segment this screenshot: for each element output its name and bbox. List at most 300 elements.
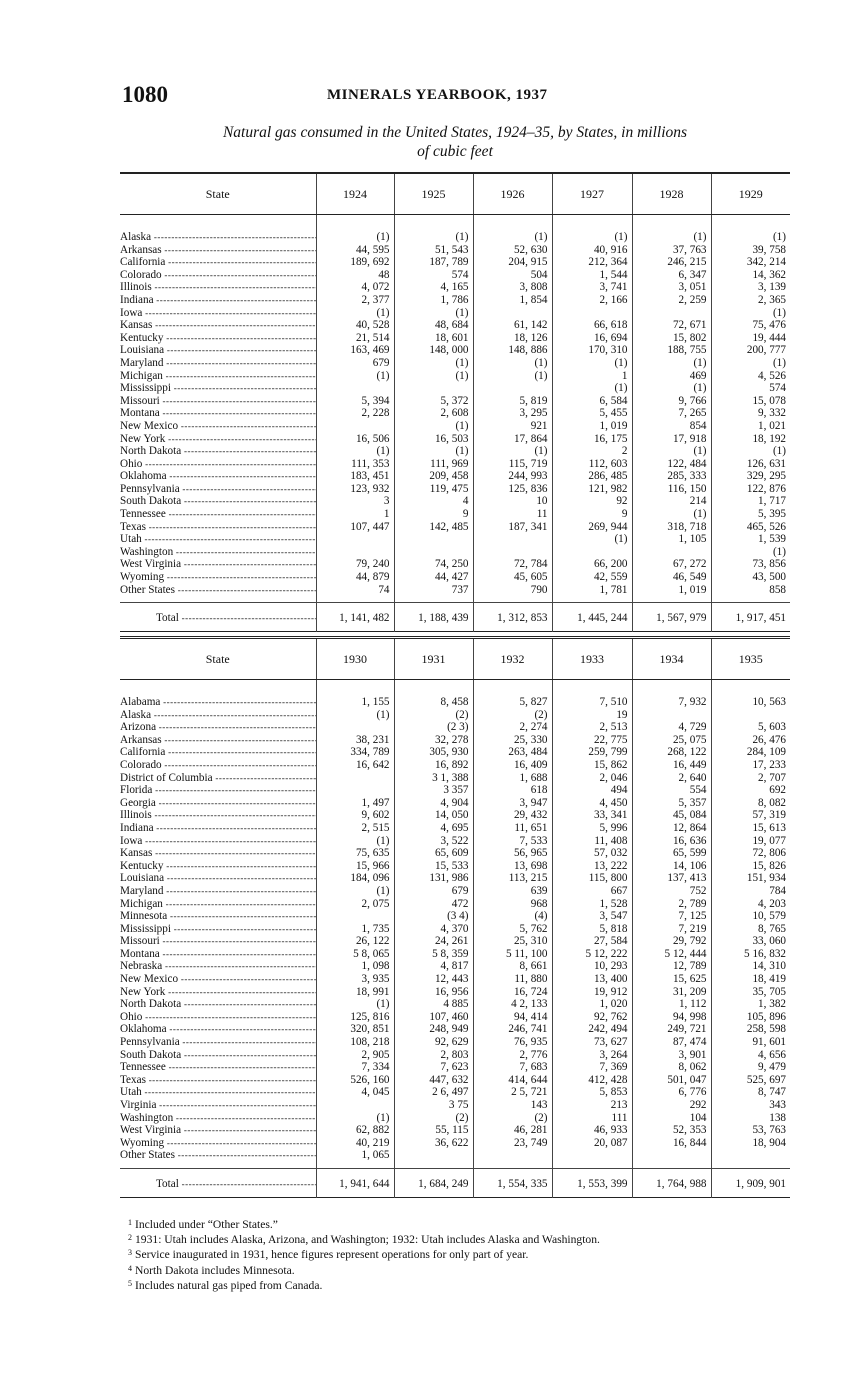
value-cell: 200, 777 bbox=[711, 344, 790, 357]
value-cell: 94, 998 bbox=[632, 1011, 711, 1024]
value-cell: (2) bbox=[394, 1112, 473, 1125]
value-cell: 51, 543 bbox=[394, 244, 473, 257]
value-cell: 4 885 bbox=[394, 998, 473, 1011]
value-cell: 15, 966 bbox=[316, 860, 394, 873]
total-value-cell: 1, 917, 451 bbox=[711, 603, 790, 632]
value-cell: 15, 862 bbox=[552, 759, 632, 772]
value-cell: 1, 688 bbox=[473, 772, 552, 785]
value-cell: 151, 934 bbox=[711, 872, 790, 885]
value-cell: 858 bbox=[711, 584, 790, 603]
value-cell: 12, 864 bbox=[632, 822, 711, 835]
value-cell: 87, 474 bbox=[632, 1036, 711, 1049]
value-cell: 72, 806 bbox=[711, 847, 790, 860]
value-cell: 343 bbox=[711, 1099, 790, 1112]
value-cell: 13, 222 bbox=[552, 860, 632, 873]
value-cell: (1) bbox=[632, 445, 711, 458]
value-cell: 4, 656 bbox=[711, 1049, 790, 1062]
value-cell: 447, 632 bbox=[394, 1074, 473, 1087]
value-cell: 2, 905 bbox=[316, 1049, 394, 1062]
value-cell: 62, 882 bbox=[316, 1124, 394, 1137]
value-cell: 5, 372 bbox=[394, 395, 473, 408]
value-cell: 268, 122 bbox=[632, 746, 711, 759]
value-cell: 74, 250 bbox=[394, 558, 473, 571]
value-cell: 554 bbox=[632, 784, 711, 797]
value-cell bbox=[394, 1149, 473, 1168]
value-cell: 1, 786 bbox=[394, 294, 473, 307]
value-cell: 9 bbox=[552, 508, 632, 521]
value-cell: 1, 065 bbox=[316, 1149, 394, 1168]
value-cell: 7, 510 bbox=[552, 680, 632, 709]
value-cell: 14, 310 bbox=[711, 960, 790, 973]
table-row bbox=[120, 420, 790, 433]
value-cell: 16, 175 bbox=[552, 433, 632, 446]
state-name-cell: Alaska ----- bbox=[120, 215, 316, 244]
footnote-mark: 4 bbox=[128, 1263, 132, 1273]
value-cell: (1) bbox=[394, 445, 473, 458]
value-cell: 5, 455 bbox=[552, 407, 632, 420]
value-cell: 7, 125 bbox=[632, 910, 711, 923]
total-value-cell: 1, 567, 979 bbox=[632, 603, 711, 632]
value-cell: 2, 776 bbox=[473, 1049, 552, 1062]
footnote-mark: 3 bbox=[128, 1248, 132, 1258]
value-cell bbox=[711, 709, 790, 722]
value-cell: 43, 500 bbox=[711, 571, 790, 584]
value-cell: 65, 599 bbox=[632, 847, 711, 860]
value-cell: 76, 935 bbox=[473, 1036, 552, 1049]
value-cell: 320, 851 bbox=[316, 1023, 394, 1036]
table-row bbox=[120, 1137, 790, 1150]
value-cell: 115, 800 bbox=[552, 872, 632, 885]
total-label: Total ----- bbox=[120, 1168, 316, 1197]
value-cell: 16, 694 bbox=[552, 332, 632, 345]
value-cell: 121, 982 bbox=[552, 483, 632, 496]
value-cell: 119, 475 bbox=[394, 483, 473, 496]
footnote-mark: 1 bbox=[128, 1218, 132, 1227]
value-cell: 7, 932 bbox=[632, 680, 711, 709]
table-row bbox=[120, 973, 790, 986]
value-cell bbox=[394, 546, 473, 559]
state-name-cell: Nebraska ----- bbox=[120, 960, 316, 973]
value-cell: (1) bbox=[632, 382, 711, 395]
state-name-cell: California ----- bbox=[120, 746, 316, 759]
table-row bbox=[120, 433, 790, 446]
value-cell: 91, 601 bbox=[711, 1036, 790, 1049]
value-cell: 2, 046 bbox=[552, 772, 632, 785]
table-row bbox=[120, 960, 790, 973]
table-row bbox=[120, 746, 790, 759]
value-cell: 8, 661 bbox=[473, 960, 552, 973]
value-cell: 33, 341 bbox=[552, 809, 632, 822]
value-cell: 148, 000 bbox=[394, 344, 473, 357]
value-cell: 18, 601 bbox=[394, 332, 473, 345]
state-name-cell: West Virginia ----- bbox=[120, 558, 316, 571]
state-name-cell: Arizona ----- bbox=[120, 721, 316, 734]
value-cell: 107, 460 bbox=[394, 1011, 473, 1024]
state-name-cell: West Virginia ----- bbox=[120, 1124, 316, 1137]
value-cell: (1) bbox=[473, 445, 552, 458]
column-header-year: 1930 bbox=[316, 638, 394, 680]
value-cell: 92, 762 bbox=[552, 1011, 632, 1024]
value-cell bbox=[394, 382, 473, 395]
table-row bbox=[120, 1061, 790, 1074]
column-header-year: 1934 bbox=[632, 638, 711, 680]
column-header-state: State bbox=[120, 638, 316, 680]
value-cell: 1, 781 bbox=[552, 584, 632, 603]
value-cell: 105, 896 bbox=[711, 1011, 790, 1024]
value-cell: (1) bbox=[316, 709, 394, 722]
state-name-cell: Pennsylvania ----- bbox=[120, 1036, 316, 1049]
value-cell: 5, 819 bbox=[473, 395, 552, 408]
value-cell bbox=[473, 546, 552, 559]
value-cell: 12, 443 bbox=[394, 973, 473, 986]
table-row bbox=[120, 215, 790, 244]
state-name-cell: Montana ----- bbox=[120, 948, 316, 961]
value-cell: 123, 932 bbox=[316, 483, 394, 496]
value-cell: 10, 563 bbox=[711, 680, 790, 709]
value-cell: 3 357 bbox=[394, 784, 473, 797]
value-cell: 7, 623 bbox=[394, 1061, 473, 1074]
footnote-text: North Dakota includes Minnesota. bbox=[135, 1263, 295, 1277]
state-name-cell: Louisiana ----- bbox=[120, 872, 316, 885]
value-cell: 3 bbox=[316, 495, 394, 508]
state-name-cell: Tennessee ----- bbox=[120, 1061, 316, 1074]
value-cell: 15, 802 bbox=[632, 332, 711, 345]
value-cell: 5 8, 359 bbox=[394, 948, 473, 961]
value-cell: 1, 155 bbox=[316, 680, 394, 709]
total-value-cell: 1, 554, 335 bbox=[473, 1168, 552, 1197]
value-cell: 334, 789 bbox=[316, 746, 394, 759]
value-cell bbox=[394, 533, 473, 546]
state-name-cell: New Mexico ----- bbox=[120, 973, 316, 986]
column-header-year: 1933 bbox=[552, 638, 632, 680]
value-cell: 137, 413 bbox=[632, 872, 711, 885]
value-cell: 15, 826 bbox=[711, 860, 790, 873]
table-row bbox=[120, 1149, 790, 1168]
value-cell: 143 bbox=[473, 1099, 552, 1112]
value-cell: 107, 447 bbox=[316, 521, 394, 534]
table-row bbox=[120, 1086, 790, 1099]
table-row bbox=[120, 571, 790, 584]
table-row bbox=[120, 395, 790, 408]
value-cell: 16, 503 bbox=[394, 433, 473, 446]
value-cell: 3, 522 bbox=[394, 835, 473, 848]
value-cell: 2, 365 bbox=[711, 294, 790, 307]
value-cell: 679 bbox=[316, 357, 394, 370]
table-row bbox=[120, 948, 790, 961]
table-row bbox=[120, 1124, 790, 1137]
value-cell: (1) bbox=[473, 215, 552, 244]
value-cell: 111, 969 bbox=[394, 458, 473, 471]
table-row bbox=[120, 784, 790, 797]
value-cell: 5, 827 bbox=[473, 680, 552, 709]
value-cell: 6, 584 bbox=[552, 395, 632, 408]
column-header-year: 1927 bbox=[552, 173, 632, 215]
value-cell: 305, 930 bbox=[394, 746, 473, 759]
value-cell: 204, 915 bbox=[473, 256, 552, 269]
table-row bbox=[120, 822, 790, 835]
value-cell: 189, 692 bbox=[316, 256, 394, 269]
value-cell: 52, 353 bbox=[632, 1124, 711, 1137]
value-cell: 639 bbox=[473, 885, 552, 898]
value-cell: 2, 640 bbox=[632, 772, 711, 785]
table-caption bbox=[122, 123, 788, 161]
value-cell: 113, 215 bbox=[473, 872, 552, 885]
value-cell: 67, 272 bbox=[632, 558, 711, 571]
value-cell: (1) bbox=[711, 307, 790, 320]
value-cell: 17, 233 bbox=[711, 759, 790, 772]
value-cell: 504 bbox=[473, 269, 552, 282]
value-cell: (1) bbox=[552, 215, 632, 244]
value-cell: 7, 369 bbox=[552, 1061, 632, 1074]
value-cell: 212, 364 bbox=[552, 256, 632, 269]
value-cell: 11 bbox=[473, 508, 552, 521]
value-cell: 16, 636 bbox=[632, 835, 711, 848]
value-cell: 16, 956 bbox=[394, 986, 473, 999]
value-cell: 14, 362 bbox=[711, 269, 790, 282]
value-cell: 1, 020 bbox=[552, 998, 632, 1011]
value-cell: 74 bbox=[316, 584, 394, 603]
value-cell: 79, 240 bbox=[316, 558, 394, 571]
value-cell: 6, 347 bbox=[632, 269, 711, 282]
value-cell: 16, 506 bbox=[316, 433, 394, 446]
value-cell: 33, 060 bbox=[711, 935, 790, 948]
value-cell: 40, 916 bbox=[552, 244, 632, 257]
state-name-cell: Indiana ----- bbox=[120, 294, 316, 307]
value-cell: (1) bbox=[316, 370, 394, 383]
value-cell: 2, 789 bbox=[632, 898, 711, 911]
value-cell: 465, 526 bbox=[711, 521, 790, 534]
value-cell: 16, 642 bbox=[316, 759, 394, 772]
value-cell: 1, 019 bbox=[552, 420, 632, 433]
table-row bbox=[120, 508, 790, 521]
table-row bbox=[120, 344, 790, 357]
total-value-cell: 1, 445, 244 bbox=[552, 603, 632, 632]
footnote-mark: 5 bbox=[128, 1278, 132, 1288]
total-value-cell: 1, 553, 399 bbox=[552, 1168, 632, 1197]
value-cell: 184, 096 bbox=[316, 872, 394, 885]
table-row bbox=[120, 680, 790, 709]
state-name-cell: Iowa ----- bbox=[120, 835, 316, 848]
table-row bbox=[120, 709, 790, 722]
value-cell: 7, 683 bbox=[473, 1061, 552, 1074]
table-row bbox=[120, 370, 790, 383]
value-cell: 2, 274 bbox=[473, 721, 552, 734]
table-row bbox=[120, 910, 790, 923]
total-value-cell: 1, 141, 482 bbox=[316, 603, 394, 632]
footnote bbox=[128, 1262, 788, 1277]
value-cell: 125, 816 bbox=[316, 1011, 394, 1024]
value-cell bbox=[473, 307, 552, 320]
value-cell: 1, 382 bbox=[711, 998, 790, 1011]
page-number: 1080 bbox=[122, 82, 168, 107]
value-cell: 142, 485 bbox=[394, 521, 473, 534]
value-cell: 7, 265 bbox=[632, 407, 711, 420]
value-cell: (2 3) bbox=[394, 721, 473, 734]
state-name-cell: Wyoming ----- bbox=[120, 1137, 316, 1150]
state-name-cell: New York ----- bbox=[120, 986, 316, 999]
value-cell: 14, 106 bbox=[632, 860, 711, 873]
value-cell: 4, 904 bbox=[394, 797, 473, 810]
value-cell: 29, 432 bbox=[473, 809, 552, 822]
value-cell: (1) bbox=[552, 357, 632, 370]
column-header-year: 1926 bbox=[473, 173, 552, 215]
table-row bbox=[120, 847, 790, 860]
footnote bbox=[128, 1277, 788, 1292]
value-cell: 55, 115 bbox=[394, 1124, 473, 1137]
value-cell: 183, 451 bbox=[316, 470, 394, 483]
value-cell: 45, 605 bbox=[473, 571, 552, 584]
state-name-cell: Kentucky ----- bbox=[120, 860, 316, 873]
state-name-cell: Texas ----- bbox=[120, 521, 316, 534]
state-name-cell: North Dakota ----- bbox=[120, 998, 316, 1011]
value-cell: 4, 729 bbox=[632, 721, 711, 734]
value-cell: 65, 609 bbox=[394, 847, 473, 860]
value-cell bbox=[552, 546, 632, 559]
column-header-year: 1925 bbox=[394, 173, 473, 215]
value-cell: 3, 051 bbox=[632, 281, 711, 294]
value-cell: 44, 879 bbox=[316, 571, 394, 584]
state-name-cell: Pennsylvania ----- bbox=[120, 483, 316, 496]
total-value-cell: 1, 909, 901 bbox=[711, 1168, 790, 1197]
value-cell: 11, 880 bbox=[473, 973, 552, 986]
value-cell: 1, 098 bbox=[316, 960, 394, 973]
value-cell: 8, 765 bbox=[711, 923, 790, 936]
value-cell: 13, 698 bbox=[473, 860, 552, 873]
value-cell: 414, 644 bbox=[473, 1074, 552, 1087]
value-cell: 5 16, 832 bbox=[711, 948, 790, 961]
value-cell: 31, 209 bbox=[632, 986, 711, 999]
footnotes bbox=[128, 1216, 788, 1292]
caption-line-1: Natural gas consumed in the United States, 1924–35, by States, in millions bbox=[222, 124, 688, 141]
table-row bbox=[120, 835, 790, 848]
value-cell bbox=[316, 772, 394, 785]
value-cell: 9 bbox=[394, 508, 473, 521]
column-header-year: 1928 bbox=[632, 173, 711, 215]
value-cell: 209, 458 bbox=[394, 470, 473, 483]
footnote bbox=[128, 1231, 788, 1246]
value-cell: 36, 622 bbox=[394, 1137, 473, 1150]
value-cell: 4, 203 bbox=[711, 898, 790, 911]
value-cell: 292 bbox=[632, 1099, 711, 1112]
value-cell: 1, 019 bbox=[632, 584, 711, 603]
value-cell: 57, 032 bbox=[552, 847, 632, 860]
value-cell: 75, 476 bbox=[711, 319, 790, 332]
footnote bbox=[128, 1246, 788, 1261]
value-cell: (1) bbox=[632, 215, 711, 244]
state-name-cell: North Dakota ----- bbox=[120, 445, 316, 458]
value-cell bbox=[316, 533, 394, 546]
column-header-year: 1924 bbox=[316, 173, 394, 215]
table-row bbox=[120, 495, 790, 508]
value-cell: 15, 613 bbox=[711, 822, 790, 835]
state-name-cell: Kansas ----- bbox=[120, 319, 316, 332]
value-cell: 258, 598 bbox=[711, 1023, 790, 1036]
value-cell: 2 5, 721 bbox=[473, 1086, 552, 1099]
value-cell: 48 bbox=[316, 269, 394, 282]
value-cell: (1) bbox=[711, 215, 790, 244]
value-cell: 44, 427 bbox=[394, 571, 473, 584]
value-cell: 10, 579 bbox=[711, 910, 790, 923]
value-cell: 3, 139 bbox=[711, 281, 790, 294]
value-cell: 1, 717 bbox=[711, 495, 790, 508]
state-name-cell: Arkansas ----- bbox=[120, 244, 316, 257]
state-name-cell: New Mexico ----- bbox=[120, 420, 316, 433]
value-cell: 2, 515 bbox=[316, 822, 394, 835]
table-row bbox=[120, 407, 790, 420]
value-cell: (1) bbox=[316, 1112, 394, 1125]
value-cell: 5 8, 065 bbox=[316, 948, 394, 961]
value-cell: 472 bbox=[394, 898, 473, 911]
value-cell: 3, 295 bbox=[473, 407, 552, 420]
value-cell: 574 bbox=[711, 382, 790, 395]
value-cell: 7, 533 bbox=[473, 835, 552, 848]
value-cell: 170, 310 bbox=[552, 344, 632, 357]
table-row bbox=[120, 445, 790, 458]
table-row bbox=[120, 885, 790, 898]
value-cell: 5, 853 bbox=[552, 1086, 632, 1099]
state-name-cell: Michigan ----- bbox=[120, 370, 316, 383]
value-cell: 501, 047 bbox=[632, 1074, 711, 1087]
value-cell: 92, 629 bbox=[394, 1036, 473, 1049]
value-cell: 1 bbox=[316, 508, 394, 521]
value-cell: (1) bbox=[473, 357, 552, 370]
value-cell: 19, 444 bbox=[711, 332, 790, 345]
value-cell: 13, 400 bbox=[552, 973, 632, 986]
state-name-cell: Washington ----- bbox=[120, 546, 316, 559]
value-cell bbox=[632, 307, 711, 320]
value-cell: 242, 494 bbox=[552, 1023, 632, 1036]
column-header-state: State bbox=[120, 173, 316, 215]
value-cell: 4, 450 bbox=[552, 797, 632, 810]
value-cell: 3 75 bbox=[394, 1099, 473, 1112]
value-cell bbox=[632, 709, 711, 722]
value-cell: 138 bbox=[711, 1112, 790, 1125]
value-cell: 32, 278 bbox=[394, 734, 473, 747]
value-cell: 618 bbox=[473, 784, 552, 797]
value-cell: 5, 818 bbox=[552, 923, 632, 936]
value-cell: 26, 122 bbox=[316, 935, 394, 948]
value-cell: 284, 109 bbox=[711, 746, 790, 759]
value-cell: 66, 200 bbox=[552, 558, 632, 571]
value-cell: 679 bbox=[394, 885, 473, 898]
value-cell: 122, 876 bbox=[711, 483, 790, 496]
value-cell: 1, 105 bbox=[632, 533, 711, 546]
footnote-text: Service inaugurated in 1931, hence figures represent operations for only part of year. bbox=[135, 1248, 529, 1262]
value-cell: 214 bbox=[632, 495, 711, 508]
total-row bbox=[120, 1168, 790, 1197]
table-row bbox=[120, 860, 790, 873]
table-row bbox=[120, 584, 790, 603]
value-cell: 9, 332 bbox=[711, 407, 790, 420]
table-row bbox=[120, 1112, 790, 1125]
value-cell: 22, 775 bbox=[552, 734, 632, 747]
consumption-table-1930-1935 bbox=[120, 636, 790, 1198]
value-cell: (1) bbox=[316, 215, 394, 244]
value-cell: 112, 603 bbox=[552, 458, 632, 471]
value-cell: 752 bbox=[632, 885, 711, 898]
value-cell: 494 bbox=[552, 784, 632, 797]
value-cell: 29, 792 bbox=[632, 935, 711, 948]
value-cell bbox=[632, 1149, 711, 1168]
state-name-cell: South Dakota ----- bbox=[120, 495, 316, 508]
state-name-cell: Arkansas ----- bbox=[120, 734, 316, 747]
value-cell: 40, 219 bbox=[316, 1137, 394, 1150]
value-cell: 244, 993 bbox=[473, 470, 552, 483]
value-cell: (1) bbox=[394, 215, 473, 244]
value-cell: 737 bbox=[394, 584, 473, 603]
value-cell: 4, 045 bbox=[316, 1086, 394, 1099]
value-cell: 213 bbox=[552, 1099, 632, 1112]
